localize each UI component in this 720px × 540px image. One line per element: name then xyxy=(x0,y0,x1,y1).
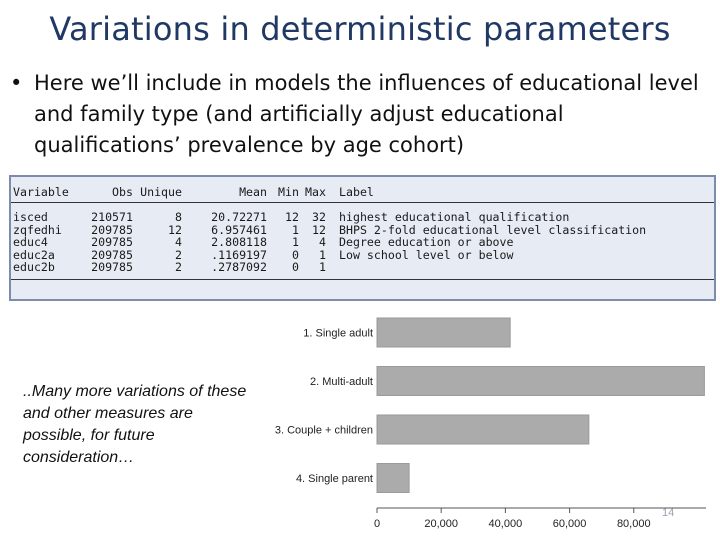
bullet-dot-icon: • xyxy=(10,71,23,95)
table-cell: 32 xyxy=(312,210,326,224)
table-cell: 209785 xyxy=(91,247,133,262)
table-cell: 0 xyxy=(292,260,299,275)
table-cell: 1 xyxy=(319,247,326,262)
page-number: 14 xyxy=(662,507,675,519)
table-cell: 0 xyxy=(292,247,299,262)
table-cell: highest educational qualification xyxy=(339,210,570,224)
table-cell: zqfedhi xyxy=(13,222,62,237)
table-cell: 1 xyxy=(319,260,326,275)
table-cell: 20.72271 xyxy=(211,210,267,224)
bar xyxy=(377,318,510,347)
table-cell: Low school level or below xyxy=(339,247,514,262)
table-cell: 12 xyxy=(168,222,182,237)
table-cell: 8 xyxy=(175,210,182,224)
table-cell: 4 xyxy=(175,235,182,250)
table-cell: 210571 xyxy=(91,210,133,224)
column-header: Min xyxy=(278,185,299,199)
bar xyxy=(377,415,589,444)
category-label: 3. Couple + children xyxy=(274,424,373,437)
table-cell: educ2b xyxy=(13,260,55,275)
table-cell: Degree education or above xyxy=(339,235,514,250)
table-cell: educ2a xyxy=(13,247,55,262)
column-header: Obs xyxy=(112,185,133,199)
bullet-text: Here we’ll include in models the influences of educational level and family type (and artificially adjust educational qualifications’ prevalence by age cohort) xyxy=(34,71,699,157)
bar xyxy=(377,464,409,493)
table-cell: .1169197 xyxy=(211,247,267,262)
table-cell: 1 xyxy=(292,235,299,250)
x-tick-label: 60,000 xyxy=(552,518,587,530)
slide-title: Variations in deterministic parameters xyxy=(49,10,671,48)
table-cell: 6.957461 xyxy=(211,222,267,237)
category-label: 1. Single adult xyxy=(303,327,373,340)
table-cell: 209785 xyxy=(91,260,133,275)
table-cell: 2.808118 xyxy=(211,235,267,250)
table-cell: educ4 xyxy=(13,235,48,250)
note-text: ..Many more variations of these and other measures are possible, for future consideration… xyxy=(23,383,247,466)
x-tick-label: 20,000 xyxy=(424,518,459,530)
table-cell: isced xyxy=(13,210,48,224)
column-header: Label xyxy=(339,185,374,199)
table-cell: BHPS 2-fold educational level classification xyxy=(339,222,647,237)
table-cell: 12 xyxy=(312,222,326,237)
table-cell: 2 xyxy=(175,247,182,262)
x-tick-label: 0 xyxy=(373,518,381,530)
category-label: 4. Single parent xyxy=(295,473,373,485)
x-tick-label: 40,000 xyxy=(488,518,523,530)
table-cell: .2787092 xyxy=(211,260,267,275)
table-cell: 1 xyxy=(292,222,299,237)
column-header: Mean xyxy=(239,185,267,199)
column-header: Unique xyxy=(140,185,182,199)
table-cell: 2 xyxy=(175,260,182,275)
table-cell: 12 xyxy=(285,210,299,224)
table-cell: 209785 xyxy=(91,235,133,250)
table-cell: 4 xyxy=(319,235,326,250)
category-label: 2. Multi-adult xyxy=(310,376,373,388)
bar xyxy=(377,367,704,396)
column-header: Variable xyxy=(13,185,69,199)
column-header: Max xyxy=(305,185,326,199)
x-tick-label: 80,000 xyxy=(616,518,651,530)
table-cell: 209785 xyxy=(91,222,133,237)
